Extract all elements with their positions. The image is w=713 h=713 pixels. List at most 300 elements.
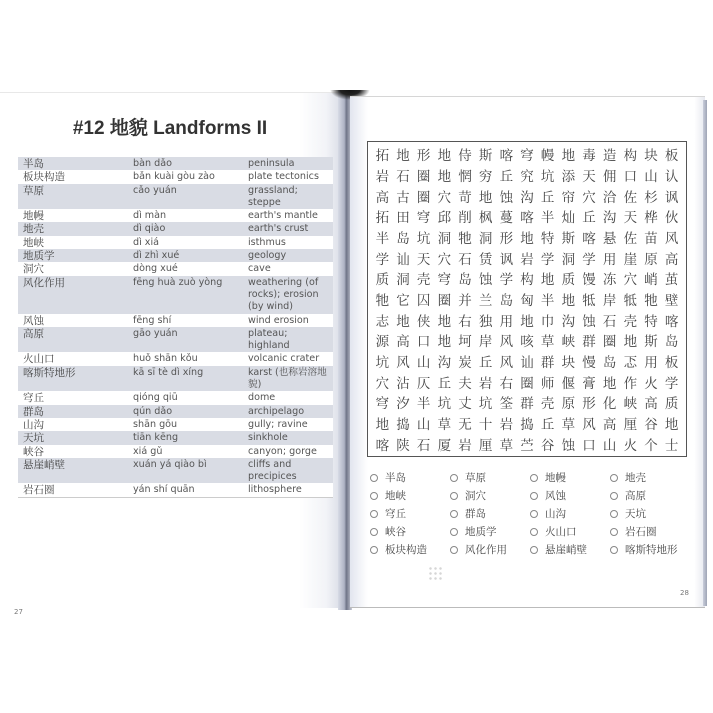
grid-cell: 斯 xyxy=(478,148,493,165)
grid-cell: 高 xyxy=(644,396,658,413)
grid-cell: 牴 xyxy=(582,292,596,309)
grid-cell: 地 xyxy=(602,375,617,392)
grid-cell: 地 xyxy=(520,313,534,330)
english-meaning: weathering (of rocks); erosion (by wind) xyxy=(243,276,333,314)
grid-cell: 质 xyxy=(664,396,679,413)
grid-cell: 丈 xyxy=(458,396,472,413)
grid-cell: 口 xyxy=(623,168,638,185)
grid-cell: 特 xyxy=(540,230,555,247)
grid-cell: 喀 xyxy=(375,437,390,454)
grid-cell: 学 xyxy=(499,272,514,289)
grid-cell: 用 xyxy=(602,251,617,268)
grid-cell: 古 xyxy=(396,189,410,206)
english-meaning: isthmus xyxy=(243,236,333,249)
print-speck xyxy=(428,566,442,582)
grid-cell: 洞 xyxy=(478,230,493,247)
grid-cell: 群 xyxy=(582,334,596,351)
grid-cell: 石 xyxy=(396,168,410,185)
word-label: 穹丘 xyxy=(385,508,406,520)
grid-cell: 灿 xyxy=(561,210,576,227)
grid-cell: 崖 xyxy=(623,251,638,268)
word-list-item xyxy=(370,542,450,557)
left-page xyxy=(0,92,340,616)
grid-cell: 筌 xyxy=(499,396,514,413)
grid-cell: 蚀 xyxy=(499,189,514,206)
circle-bullet-icon xyxy=(530,510,538,518)
grid-cell: 圈 xyxy=(437,292,452,309)
grid-cell: 地 xyxy=(437,334,452,351)
circle-bullet-icon xyxy=(530,546,538,554)
chinese-term: 地质学 xyxy=(18,249,128,262)
word-search-grid xyxy=(367,141,687,457)
grid-cell: 石 xyxy=(602,313,617,330)
word-label: 板块构造 xyxy=(385,544,427,556)
grid-cell: 匈 xyxy=(520,292,534,309)
grid-cell: 穴 xyxy=(623,272,638,289)
grid-cell: 风 xyxy=(582,416,596,433)
grid-cell: 穴 xyxy=(437,189,452,206)
word-list-item xyxy=(610,488,690,503)
grid-cell: 岩 xyxy=(375,168,390,185)
grid-cell: 块 xyxy=(644,148,658,165)
chinese-term: 风蚀 xyxy=(18,314,128,327)
grid-cell: 拓 xyxy=(375,148,390,165)
grid-cell: 丘 xyxy=(582,210,596,227)
grid-cell: 丘 xyxy=(478,354,493,371)
word-list-item xyxy=(610,506,690,521)
word-label: 喀斯特地形 xyxy=(625,544,678,556)
table-row xyxy=(18,222,333,235)
grid-cell: 高 xyxy=(375,189,390,206)
word-list-item xyxy=(610,524,690,539)
grid-cell: 群 xyxy=(540,354,555,371)
table-row xyxy=(18,209,333,222)
table-row xyxy=(18,249,333,262)
grid-cell: 圈 xyxy=(416,189,431,206)
grid-cell: 汐 xyxy=(396,396,410,413)
grid-cell: 馒 xyxy=(582,272,596,289)
grid-cell: 惘 xyxy=(458,168,472,185)
grid-cell: 学 xyxy=(664,375,679,392)
grid-cell: 风 xyxy=(499,334,514,351)
grid-cell: 坑 xyxy=(375,354,390,371)
grid-cell: 沟 xyxy=(520,189,534,206)
grid-cell: 风 xyxy=(499,354,514,371)
chinese-term: 地峡 xyxy=(18,236,128,249)
grid-cell: 坑 xyxy=(416,230,431,247)
english-meaning: wind erosion xyxy=(243,314,333,327)
chinese-term: 火山口 xyxy=(18,352,128,365)
grid-cell: 穹 xyxy=(416,210,431,227)
table-row xyxy=(18,445,333,458)
word-label: 天坑 xyxy=(625,508,646,520)
chinese-term: 悬崖峭壁 xyxy=(18,458,128,484)
word-label: 地壳 xyxy=(625,472,646,484)
grid-cell: 穹 xyxy=(375,396,390,413)
grid-cell: 洞 xyxy=(561,251,576,268)
grid-cell: 士 xyxy=(664,437,679,454)
grid-cell: 质 xyxy=(375,272,390,289)
circle-bullet-icon xyxy=(610,492,618,500)
grid-cell: 夫 xyxy=(458,375,472,392)
chinese-term: 群岛 xyxy=(18,405,128,418)
chinese-term: 草原 xyxy=(18,184,128,210)
chinese-term: 高原 xyxy=(18,327,128,353)
grid-cell: 学 xyxy=(582,251,596,268)
table-row xyxy=(18,327,333,353)
pinyin: bǎn kuài gòu zào xyxy=(128,170,243,183)
grid-cell: 圈 xyxy=(416,168,431,185)
table-row xyxy=(18,458,333,484)
page-edge xyxy=(703,100,707,606)
grid-cell: 喀 xyxy=(520,210,534,227)
word-list-item xyxy=(450,524,530,539)
grid-cell: 穷 xyxy=(478,168,493,185)
grid-cell: 坑 xyxy=(540,168,555,185)
grid-cell: 天 xyxy=(582,168,596,185)
word-list-item xyxy=(530,524,610,539)
grid-cell: 蚀 xyxy=(582,313,596,330)
word-label: 风化作用 xyxy=(465,544,507,556)
chinese-term: 风化作用 xyxy=(18,276,128,314)
word-list-item xyxy=(370,524,450,539)
english-meaning: earth's mantle xyxy=(243,209,333,222)
grid-cell: 形 xyxy=(499,230,514,247)
grid-cell: 穴 xyxy=(375,375,390,392)
grid-cell: 苛 xyxy=(458,189,472,206)
table-row xyxy=(18,431,333,444)
grid-cell: 口 xyxy=(416,334,431,351)
grid-cell: 风 xyxy=(664,230,679,247)
grid-cell: 苎 xyxy=(520,437,534,454)
word-label: 山沟 xyxy=(545,508,566,520)
grid-cell: 沟 xyxy=(437,354,452,371)
grid-cell: 悬 xyxy=(602,230,617,247)
grid-cell: 捣 xyxy=(396,416,410,433)
circle-bullet-icon xyxy=(450,474,458,482)
grid-cell: 峡 xyxy=(561,334,576,351)
grid-cell: 地 xyxy=(396,148,410,165)
pinyin: dì zhì xué xyxy=(128,249,243,262)
circle-bullet-icon xyxy=(610,510,618,518)
grid-cell: 侠 xyxy=(416,313,431,330)
grid-cell: 洽 xyxy=(602,189,617,206)
grid-cell: 草 xyxy=(540,334,555,351)
grid-cell: 穴 xyxy=(437,251,452,268)
grid-cell: 厦 xyxy=(437,437,452,454)
english-meaning: archipelago xyxy=(243,405,333,418)
grid-cell: 学 xyxy=(540,251,555,268)
english-meaning: cliffs and precipices xyxy=(243,458,333,484)
grid-cell: 右 xyxy=(499,375,514,392)
grid-cell: 块 xyxy=(561,354,576,371)
english-meaning: volcanic crater xyxy=(243,352,333,365)
pinyin: yán shí quān xyxy=(128,483,243,497)
grid-cell: 并 xyxy=(458,292,472,309)
grid-cell: 地 xyxy=(520,230,534,247)
english-meaning: plateau; highland xyxy=(243,327,333,353)
word-list-item xyxy=(530,470,610,485)
grid-cell: 地 xyxy=(437,168,452,185)
grid-cell: 板 xyxy=(664,148,679,165)
grid-cell: 穴 xyxy=(582,189,596,206)
grid-cell: 丘 xyxy=(540,416,555,433)
page-number-left: 27 xyxy=(14,608,23,616)
circle-bullet-icon xyxy=(450,528,458,536)
grid-cell: 喀 xyxy=(664,313,679,330)
grid-cell: 丘 xyxy=(437,375,452,392)
grid-cell: 巾 xyxy=(540,313,555,330)
grid-cell: 地 xyxy=(437,148,452,165)
english-meaning: karst (也称岩溶地貌) xyxy=(243,366,333,392)
grid-cell: 沟 xyxy=(602,210,617,227)
circle-bullet-icon xyxy=(610,528,618,536)
grid-cell: 捣 xyxy=(520,416,534,433)
grid-cell: 高 xyxy=(664,251,679,268)
english-meaning: cave xyxy=(243,262,333,275)
grid-cell: 牠 xyxy=(375,292,390,309)
grid-cell: 牠 xyxy=(458,230,472,247)
grid-cell: 山 xyxy=(644,168,658,185)
word-label: 洞穴 xyxy=(465,490,486,502)
circle-bullet-icon xyxy=(370,474,378,482)
circle-bullet-icon xyxy=(370,528,378,536)
word-list-item xyxy=(450,470,530,485)
chinese-term: 半岛 xyxy=(18,157,128,170)
grid-cell: 十 xyxy=(478,416,493,433)
grid-cell: 岛 xyxy=(499,292,514,309)
grid-cell: 地 xyxy=(623,334,638,351)
grid-cell: 壳 xyxy=(540,396,555,413)
grid-cell: 毒 xyxy=(582,148,596,165)
word-label: 草原 xyxy=(465,472,486,484)
word-label: 岩石圈 xyxy=(625,526,657,538)
grid-cell: 田 xyxy=(396,210,410,227)
pinyin: dòng xué xyxy=(128,262,243,275)
english-meaning: earth's crust xyxy=(243,222,333,235)
grid-cell: 岩 xyxy=(520,251,534,268)
grid-cell: 沾 xyxy=(396,375,410,392)
grid-cell: 地 xyxy=(396,313,410,330)
word-label: 峡谷 xyxy=(385,526,406,538)
grid-cell: 群 xyxy=(520,396,534,413)
grid-cell: 师 xyxy=(540,375,555,392)
grid-cell: 牠 xyxy=(644,292,658,309)
circle-bullet-icon xyxy=(610,474,618,482)
table-row xyxy=(18,366,333,392)
pinyin: tiān kēng xyxy=(128,431,243,444)
english-meaning: geology xyxy=(243,249,333,262)
pinyin: xiá gǔ xyxy=(128,445,243,458)
grid-cell: 膏 xyxy=(582,375,596,392)
grid-cell: 牴 xyxy=(623,292,638,309)
chinese-term: 板块构造 xyxy=(18,170,128,183)
chinese-term: 地壳 xyxy=(18,222,128,235)
grid-cell: 高 xyxy=(396,334,410,351)
grid-cell: 岛 xyxy=(458,272,472,289)
table-row xyxy=(18,170,333,183)
grid-cell: 无 xyxy=(458,416,472,433)
grid-cell: 峭 xyxy=(644,272,658,289)
grid-cell: 圈 xyxy=(520,375,534,392)
word-list-item xyxy=(370,488,450,503)
english-meaning: dome xyxy=(243,391,333,404)
grid-cell: 天 xyxy=(623,210,638,227)
table-row xyxy=(18,262,333,275)
grid-cell: 造 xyxy=(602,148,617,165)
word-list-item xyxy=(530,506,610,521)
grid-cell: 作 xyxy=(623,375,638,392)
grid-cell: 圈 xyxy=(602,334,617,351)
grid-cell: 拓 xyxy=(375,210,390,227)
word-list-item xyxy=(450,506,530,521)
word-label: 地峡 xyxy=(385,490,406,502)
grid-cell: 山 xyxy=(602,437,617,454)
grid-cell: 伙 xyxy=(664,210,679,227)
pinyin: dì xiá xyxy=(128,236,243,249)
grid-cell: 喀 xyxy=(499,148,514,165)
word-list xyxy=(370,470,690,557)
grid-cell: 忑 xyxy=(623,354,638,371)
grid-cell: 沟 xyxy=(561,313,576,330)
grid-cell: 厘 xyxy=(623,416,638,433)
grid-cell: 石 xyxy=(416,437,431,454)
grid-cell: 偃 xyxy=(561,375,576,392)
grid-cell: 囚 xyxy=(416,292,431,309)
grid-cell: 草 xyxy=(561,416,576,433)
grid-cell: 茧 xyxy=(664,272,679,289)
grid-cell: 穹 xyxy=(437,272,452,289)
grid-cell: 高 xyxy=(602,416,617,433)
grid-cell: 坑 xyxy=(478,396,493,413)
grid-cell: 形 xyxy=(416,148,431,165)
page-title: #12 地貌 Landforms II xyxy=(72,118,268,139)
grid-cell: 原 xyxy=(561,396,576,413)
english-meaning: lithosphere xyxy=(243,483,333,497)
grid-cell: 特 xyxy=(644,313,658,330)
grid-cell: 形 xyxy=(582,396,596,413)
grid-cell: 慢 xyxy=(582,354,596,371)
grid-cell: 邱 xyxy=(437,210,452,227)
grid-cell: 陕 xyxy=(396,437,410,454)
chinese-term: 峡谷 xyxy=(18,445,128,458)
pinyin: fēng shí xyxy=(128,314,243,327)
table-row xyxy=(18,418,333,431)
pinyin: dì màn xyxy=(128,209,243,222)
grid-cell: 穹 xyxy=(520,148,534,165)
chinese-term: 岩石圈 xyxy=(18,483,128,497)
pinyin: xuán yá qiào bì xyxy=(128,458,243,484)
english-meaning: plate tectonics xyxy=(243,170,333,183)
grid-cell: 独 xyxy=(478,313,493,330)
grid-cell: 讪 xyxy=(396,251,410,268)
grid-cell: 讽 xyxy=(664,189,679,206)
circle-bullet-icon xyxy=(610,546,618,554)
grid-cell: 枫 xyxy=(478,210,493,227)
grid-cell: 草 xyxy=(437,416,452,433)
grid-cell: 源 xyxy=(375,334,390,351)
word-label: 地质学 xyxy=(465,526,497,538)
grid-cell: 咳 xyxy=(520,334,534,351)
word-list-item xyxy=(370,506,450,521)
grid-cell: 地 xyxy=(561,292,576,309)
english-meaning: peninsula xyxy=(243,157,333,170)
grid-cell: 地 xyxy=(478,189,493,206)
word-list-item xyxy=(530,542,610,557)
grid-cell: 天 xyxy=(416,251,431,268)
grid-cell: 半 xyxy=(540,210,555,227)
grid-cell: 地 xyxy=(561,148,576,165)
chinese-term: 地幔 xyxy=(18,209,128,222)
word-list-item xyxy=(450,542,530,557)
grid-cell: 岛 xyxy=(664,334,679,351)
grid-cell: 洞 xyxy=(396,272,410,289)
table-row xyxy=(18,483,333,497)
english-meaning: gully; ravine xyxy=(243,418,333,431)
grid-cell: 半 xyxy=(540,292,555,309)
vocabulary-table xyxy=(18,157,333,498)
grid-cell: 岩 xyxy=(478,375,493,392)
grid-cell: 谷 xyxy=(644,416,658,433)
pinyin: dì qiào xyxy=(128,222,243,235)
grid-cell: 岸 xyxy=(602,292,617,309)
grid-cell: 地 xyxy=(540,272,555,289)
grid-cell: 蚀 xyxy=(478,272,493,289)
grid-cell: 侍 xyxy=(458,148,472,165)
grid-cell: 峡 xyxy=(623,396,638,413)
grid-cell: 地 xyxy=(437,313,452,330)
word-label: 地幔 xyxy=(545,472,566,484)
grid-cell: 炭 xyxy=(458,354,472,371)
chinese-term: 穹丘 xyxy=(18,391,128,404)
grid-cell: 个 xyxy=(644,437,658,454)
pinyin: kā sī tè dì xíng xyxy=(128,366,243,392)
circle-bullet-icon xyxy=(530,528,538,536)
grid-cell: 岩 xyxy=(458,437,472,454)
word-label: 半岛 xyxy=(385,472,406,484)
pinyin: fēng huà zuò yòng xyxy=(128,276,243,314)
grid-cell: 斯 xyxy=(644,334,658,351)
grid-cell: 壁 xyxy=(664,292,679,309)
table-row xyxy=(18,391,333,404)
grid-cell: 半 xyxy=(416,396,431,413)
word-label: 火山口 xyxy=(545,526,577,538)
grid-cell: 构 xyxy=(520,272,534,289)
word-list-item xyxy=(370,470,450,485)
grid-cell: 讽 xyxy=(499,251,514,268)
grid-cell: 蔓 xyxy=(499,210,514,227)
grid-cell: 斯 xyxy=(561,230,576,247)
grid-cell: 用 xyxy=(644,354,658,371)
grid-cell: 草 xyxy=(499,437,514,454)
pinyin: qún dǎo xyxy=(128,405,243,418)
word-list-item xyxy=(610,542,690,557)
circle-bullet-icon xyxy=(450,492,458,500)
grid-cell: 坷 xyxy=(458,334,472,351)
circle-bullet-icon xyxy=(530,492,538,500)
pinyin: cǎo yuán xyxy=(128,184,243,210)
grid-cell: 化 xyxy=(602,396,617,413)
grid-cell: 幔 xyxy=(540,148,555,165)
grid-cell: 志 xyxy=(375,313,390,330)
grid-cell: 谷 xyxy=(540,437,555,454)
grid-cell: 火 xyxy=(623,437,638,454)
pinyin: gāo yuán xyxy=(128,327,243,353)
grid-cell: 仄 xyxy=(416,375,431,392)
grid-cell: 地 xyxy=(375,416,390,433)
pinyin: bàn dǎo xyxy=(128,157,243,170)
grid-cell: 丘 xyxy=(540,189,555,206)
